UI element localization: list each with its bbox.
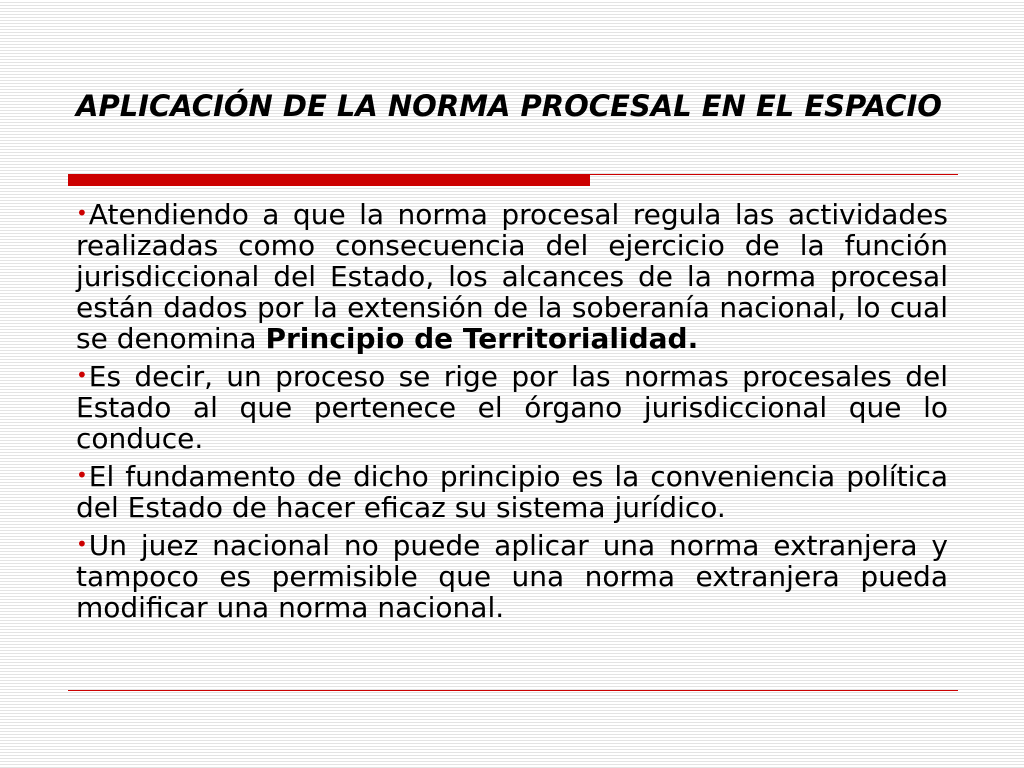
- bullet-list: [76, 198, 948, 629]
- bullet-icon: •: [76, 463, 88, 487]
- title-accent-bar: [68, 175, 590, 186]
- bullet-icon: •: [76, 363, 88, 387]
- bottom-divider-line: [68, 690, 958, 691]
- bullet-emphasis: Principio de Territorialidad.: [265, 322, 699, 355]
- bullet-text: Es decir, un proceso se rige por las normas procesales del Estado al que pertenece el órgano jurisdiccional que lo conduce.: [76, 360, 948, 455]
- bullet-text: Un juez nacional no puede aplicar una norma extranjera y tampoco es permisible que una norma extranjera pueda modificar una norma nacional.: [76, 529, 948, 624]
- bullet-item: [76, 529, 948, 623]
- bullet-text: Atendiendo a que la norma procesal regula las actividades realizadas como consecuencia del ejercicio de la función jurisdiccional del Estado, los alcances de la norma procesal están dados por la extensión de la soberanía nacional, lo cual se denomina: [76, 198, 948, 355]
- bullet-item: [76, 198, 948, 354]
- bullet-text: El fundamento de dicho principio es la conveniencia política del Estado de hacer eficaz su sistema jurídico.: [76, 460, 948, 524]
- slide-title: APLICACIÓN DE LA NORMA PROCESAL EN EL ESPACIO: [76, 89, 942, 123]
- bullet-item: [76, 460, 948, 523]
- bullet-icon: •: [76, 201, 88, 225]
- bullet-icon: •: [76, 532, 88, 556]
- bullet-item: [76, 360, 948, 454]
